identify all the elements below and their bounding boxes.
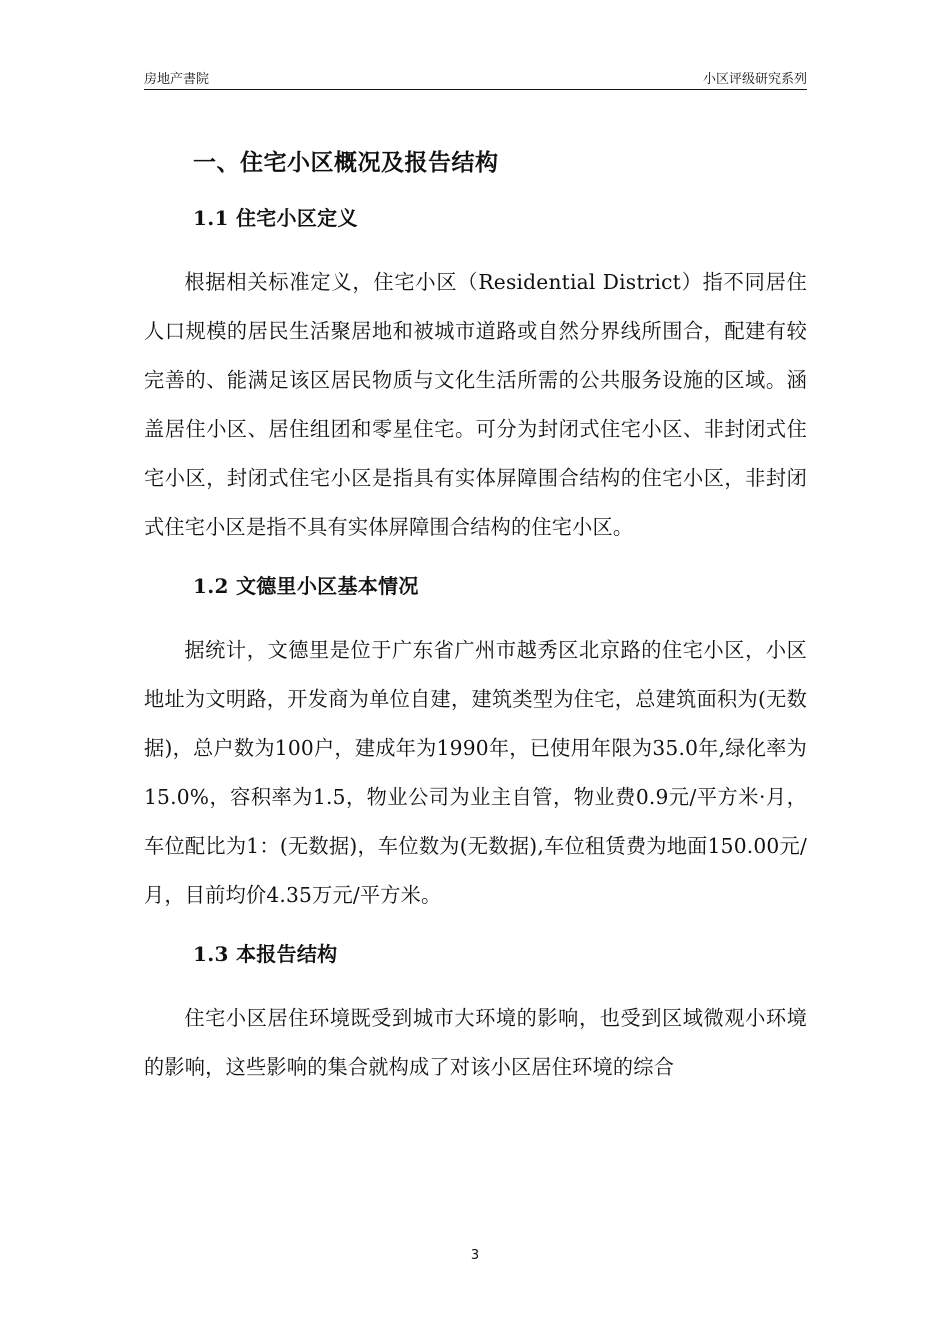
header-divider — [144, 89, 807, 90]
section-heading-1-2: 1.2 文德里小区基本情况 — [193, 574, 419, 598]
page-number: 3 — [470, 1248, 480, 1263]
section-body-1-3: 住宅小区居住环境既受到城市大环境的影响，也受到区域微观小环境的影响，这些影响的集合就构成了对该小区居住环境的综合 — [144, 1006, 807, 1079]
header-publisher: 房地产書院 — [144, 72, 210, 87]
page-header — [144, 66, 807, 88]
section-heading-1-3: 1.3 本报告结构 — [193, 942, 338, 966]
header-series-title: 小区评级研究系列 — [702, 72, 807, 87]
section-body-1-1: 根据相关标准定义，住宅小区（Residential District）指不同居住人口规模的居民生活聚居地和被城市道路或自然分界线所围合，配建有较完善的、能满足该区居民物质与文化生活所需的公共服务设施的区域。涵盖居住小区、居住组团和零星住宅。可分为封闭式住宅小区、非封闭式住宅小区，封闭式住宅小区是指具有实体屏障围合结构的住宅小区，非封闭式住宅小区是指不具有实体屏障围合结构的住宅小区。 — [144, 270, 807, 539]
section-body-1-2: 据统计，文德里是位于广东省广州市越秀区北京路的住宅小区，小区地址为文明路，开发商为单位自建，建筑类型为住宅，总建筑面积为(无数据)，总户数为100户，建成年为1990年，已使用年限为35.0年,绿化率为15.0%，容积率为1.5，物业公司为业主自管，物业费0.9元/平方米·月，车位配比为1：(无数据)，车位数为(无数据),车位租赁费为地面150.00元/月，目前均价4.35万元/平方米。 — [144, 638, 807, 907]
chapter-title: 一、住宅小区概况及报告结构 — [193, 149, 499, 176]
section-heading-1-1: 1.1 住宅小区定义 — [193, 206, 358, 230]
document-body — [144, 140, 807, 1092]
